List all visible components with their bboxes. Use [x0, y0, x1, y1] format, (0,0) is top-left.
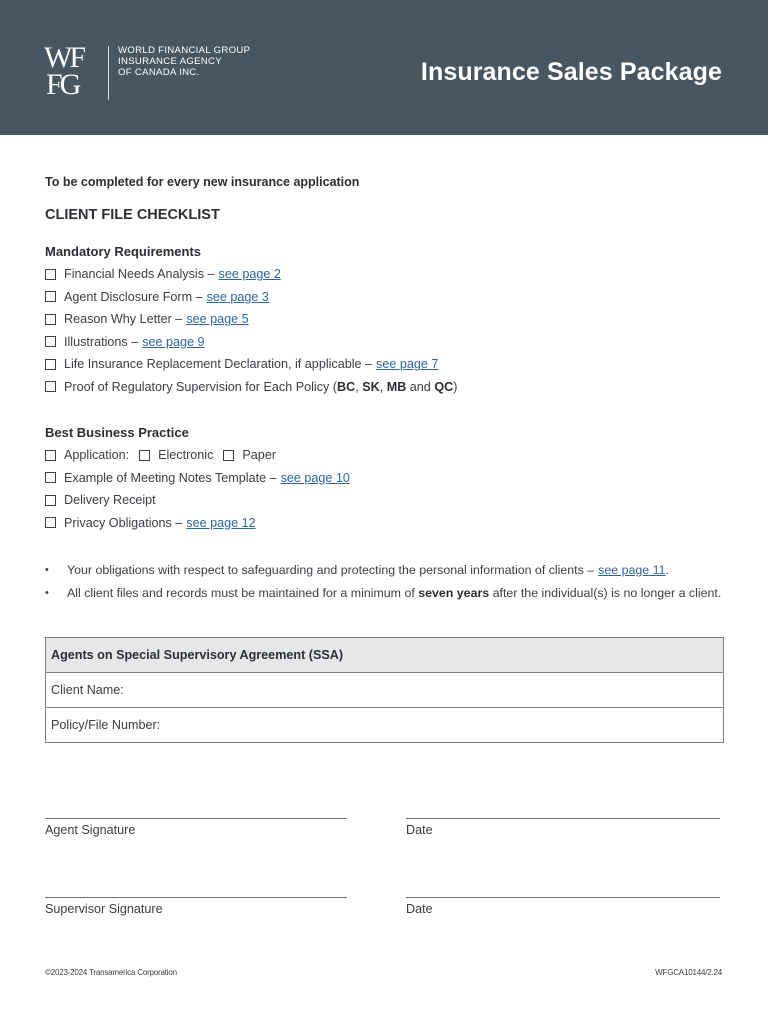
logo-line-2: INSURANCE AGENCY — [118, 56, 222, 67]
item-label: Agent Disclosure Form – — [64, 289, 203, 304]
footer-form-code: WFGCA10144/2.24 — [655, 968, 722, 977]
page-link[interactable]: see page 12 — [186, 515, 256, 530]
page-link[interactable]: see page 2 — [218, 267, 281, 282]
signature-line — [45, 818, 347, 819]
bullet-item — [45, 581, 721, 604]
checkbox[interactable] — [45, 359, 56, 370]
footer-copyright: ©2023-2024 Transamerica Corporation — [45, 968, 177, 977]
mandatory-list — [45, 263, 457, 398]
logo-divider — [108, 46, 109, 100]
company-logo — [44, 41, 251, 102]
item-label: Privacy Obligations – — [64, 515, 183, 530]
proof-sep-2: , — [379, 379, 387, 394]
bullet-text-pre: All client files and records must be maintained for a minimum of — [67, 585, 419, 600]
logo-line-3: OF CANADA INC. — [118, 67, 200, 78]
supervisor-date-block[interactable] — [406, 897, 720, 916]
client-name-field[interactable]: Client Name: — [46, 672, 723, 707]
province-qc: QC — [434, 379, 454, 394]
list-item — [45, 263, 457, 286]
intro-text: To be completed for every new insurance application — [45, 175, 360, 189]
proof-and: and — [406, 379, 435, 394]
list-item — [45, 331, 457, 354]
best-practice-list — [45, 444, 350, 534]
list-item — [45, 286, 457, 309]
list-item-application — [45, 444, 350, 467]
supervisor-signature-block[interactable] — [45, 897, 347, 916]
page-link[interactable]: see page 10 — [280, 470, 350, 485]
proof-suffix: ) — [453, 379, 458, 394]
list-item — [45, 512, 350, 535]
bullet-text-post: after the individual(s) is no longer a client. — [489, 585, 722, 600]
checkbox[interactable] — [45, 450, 56, 461]
document-title: Insurance Sales Package — [420, 58, 722, 86]
checkbox[interactable] — [45, 336, 56, 347]
province-bc: BC — [337, 379, 356, 394]
list-item — [45, 467, 350, 490]
proof-sep-1: , — [355, 379, 363, 394]
application-label: Application: — [64, 448, 130, 463]
page-link[interactable]: see page 5 — [186, 312, 249, 327]
ssa-table — [45, 637, 724, 743]
date-label: Date — [406, 823, 433, 837]
item-label: Financial Needs Analysis – — [64, 267, 215, 282]
supervisor-signature-label: Supervisor Signature — [45, 902, 163, 916]
bullet-glyph: • — [45, 586, 49, 599]
page-link[interactable]: see page 9 — [142, 334, 205, 349]
checkbox[interactable] — [45, 269, 56, 280]
item-label: Life Insurance Replacement Declaration, if applicable – — [64, 357, 373, 372]
date-label: Date — [406, 902, 433, 916]
logo-mark-top: WF — [44, 41, 83, 74]
notes-list — [45, 558, 721, 604]
electronic-checkbox[interactable] — [139, 450, 150, 461]
bullet-glyph: • — [45, 563, 49, 576]
logo-mark-bottom: FG — [46, 68, 79, 101]
item-label: Illustrations – — [64, 334, 139, 349]
signature-line — [406, 897, 720, 898]
province-sk: SK — [362, 379, 380, 394]
page-link[interactable]: see page 7 — [376, 357, 439, 372]
bullet-text: Your obligations with respect to safeguarding and protecting the personal information of clients – — [67, 562, 595, 577]
checkbox[interactable] — [45, 472, 56, 483]
province-mb: MB — [386, 379, 407, 394]
agent-signature-label: Agent Signature — [45, 823, 136, 837]
checkbox[interactable] — [45, 291, 56, 302]
policy-number-field[interactable]: Policy/File Number: — [46, 707, 723, 742]
checkbox[interactable] — [45, 381, 56, 392]
paper-checkbox[interactable] — [223, 450, 234, 461]
checklist-title: CLIENT FILE CHECKLIST — [45, 207, 220, 223]
item-label: Example of Meeting Notes Template – — [64, 470, 277, 485]
item-label: Reason Why Letter – — [64, 312, 183, 327]
checkbox[interactable] — [45, 314, 56, 325]
page-link[interactable]: see page 11 — [598, 562, 666, 577]
proof-prefix: Proof of Regulatory Supervision for Each Policy ( — [64, 379, 337, 394]
agent-signature-block[interactable] — [45, 818, 347, 837]
list-item — [45, 308, 457, 331]
checkbox[interactable] — [45, 495, 56, 506]
signature-line — [406, 818, 720, 819]
bullet-item — [45, 558, 721, 581]
mandatory-heading: Mandatory Requirements — [45, 244, 202, 259]
signature-line — [45, 897, 347, 898]
bullet-text-bold: seven years — [418, 585, 490, 600]
logo-company-name — [118, 45, 250, 78]
list-item — [45, 353, 457, 376]
header-banner — [0, 0, 768, 135]
electronic-label: Electronic — [158, 448, 214, 463]
page-link[interactable]: see page 3 — [206, 289, 269, 304]
best-practice-heading: Best Business Practice — [45, 425, 189, 440]
checkbox[interactable] — [45, 517, 56, 528]
paper-label: Paper — [242, 448, 277, 463]
wfg-logo-mark — [44, 41, 104, 102]
item-label: Delivery Receipt — [64, 493, 156, 508]
list-item-proof-of-supervision — [45, 376, 457, 399]
bullet-end: . — [665, 562, 669, 577]
list-item — [45, 489, 350, 512]
ssa-title: Agents on Special Supervisory Agreement (SSA) — [46, 638, 723, 672]
logo-line-1: WORLD FINANCIAL GROUP — [118, 45, 251, 56]
agent-date-block[interactable] — [406, 818, 720, 837]
